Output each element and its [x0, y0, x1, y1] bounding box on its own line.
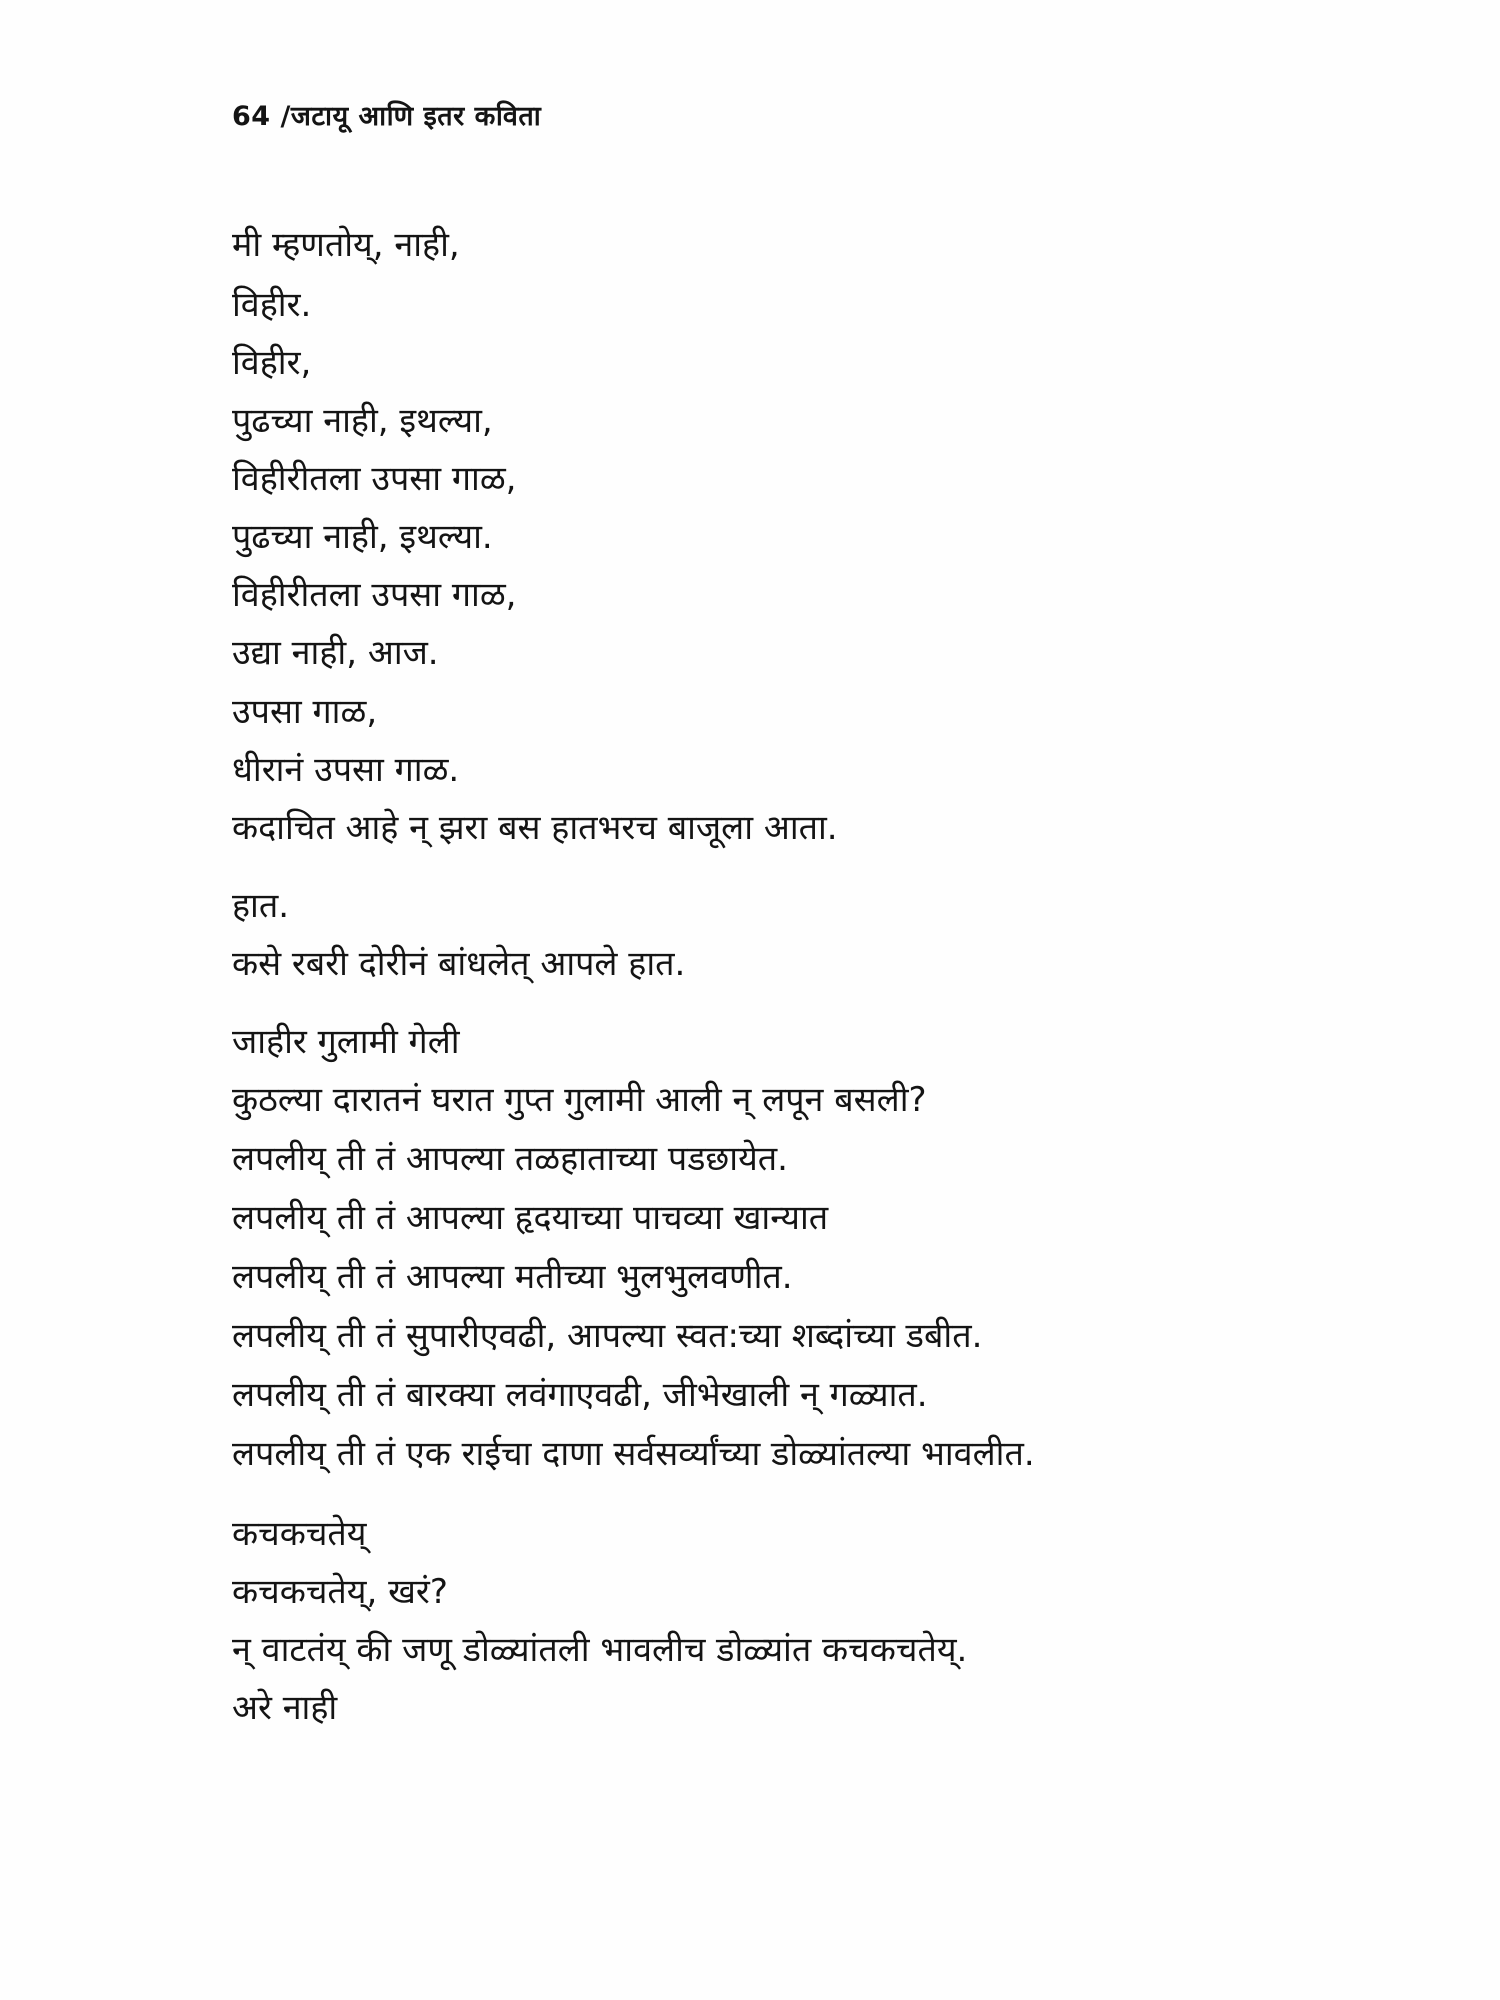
poem-line: लपलीय् ती तं आपल्या हृदयाच्या पाचव्या खान्यात [232, 1198, 829, 1238]
poem-line: लपलीय् ती तं सुपारीएवढी, आपल्या स्वत:च्या शब्दांच्या डबीत. [232, 1316, 983, 1356]
poem-line: पुढच्या नाही, इथल्या, [232, 401, 493, 441]
poem-line: हात. [232, 886, 290, 926]
poem-line: लपलीय् ती तं आपल्या तळहाताच्या पडछायेत. [232, 1139, 788, 1179]
poem-line: धीरानं उपसा गाळ. [232, 750, 460, 790]
poem-line: जाहीर गुलामी गेली [232, 1022, 460, 1062]
poem-line: उपसा गाळ, [232, 692, 378, 732]
poem-line: कचकचतेय् [232, 1514, 367, 1554]
poem-line: अरे नाही [232, 1688, 338, 1728]
poem-line: मी म्हणतोय्, नाही, [232, 225, 460, 265]
poem-line: कुठल्या दारातनं घरात गुप्त गुलामी आली न् लपून बसली? [232, 1080, 927, 1120]
poem-line: विहीरीतला उपसा गाळ, [232, 575, 517, 615]
poem-line: कदाचित आहे न् झरा बस हातभरच बाजूला आता. [232, 808, 838, 848]
poem-line: कसे रबरी दोरीनं बांधलेत् आपले हात. [232, 944, 686, 984]
poem-line: लपलीय् ती तं बारक्या लवंगाएवढी, जीभेखाली न् गळ्यात. [232, 1375, 928, 1415]
poem-line: न् वाटतंय् की जणू डोळ्यांतली भावलीच डोळ्यांत कचकचतेय्. [232, 1630, 968, 1670]
poem-line: लपलीय् ती तं आपल्या मतीच्या भुलभुलवणीत. [232, 1257, 793, 1297]
poem-line: विहीर, [232, 343, 312, 383]
running-head: 64 /जटायू आणि इतर कविता [232, 101, 542, 132]
poem-line: विहीरीतला उपसा गाळ, [232, 459, 517, 499]
poem-line: लपलीय् ती तं एक राईचा दाणा सर्वसर्व्यांच्या डोळ्यांतल्या भावलीत. [232, 1434, 1035, 1474]
poem-line: कचकचतेय्, खरं? [232, 1572, 448, 1612]
poem-line: विहीर. [232, 285, 312, 325]
poem-line: उद्या नाही, आज. [232, 633, 439, 673]
poem-line: पुढच्या नाही, इथल्या. [232, 517, 493, 557]
